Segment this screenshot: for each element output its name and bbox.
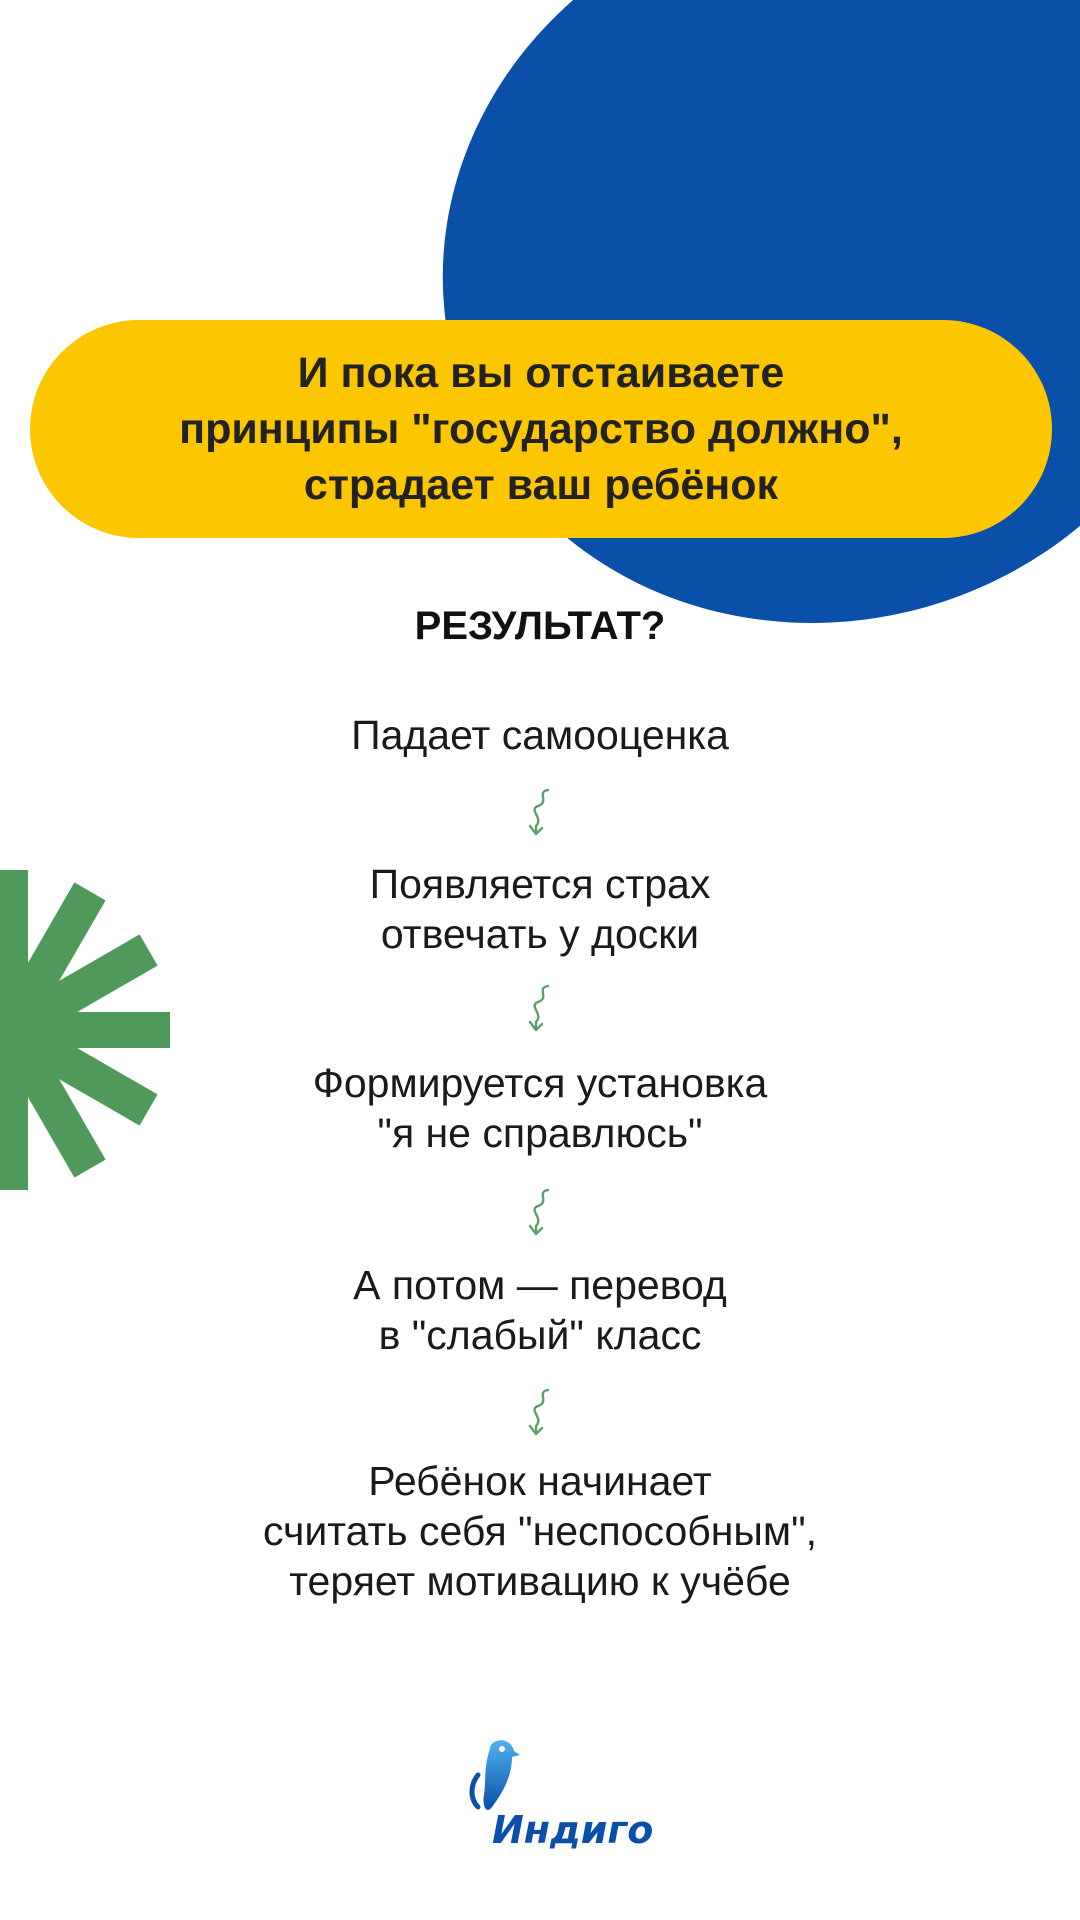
squiggle-arrow-down-icon xyxy=(522,982,558,1034)
step-line: А потом — перевод xyxy=(353,1262,727,1308)
headline-line: принципы "государство должно", xyxy=(179,405,903,453)
squiggle-arrow-down-icon xyxy=(522,1386,558,1438)
step-line: Ребёнок начинает xyxy=(368,1458,712,1504)
step-line: считать себя "неспособным", xyxy=(262,1508,818,1554)
step-1 xyxy=(0,710,1080,760)
headline-line: И пока вы отстаиваете xyxy=(297,349,785,397)
step-4 xyxy=(0,1260,1080,1360)
step-2 xyxy=(0,859,1080,959)
headline-line: страдает ваш ребёнок xyxy=(303,461,779,509)
step-line: Падает самооценка xyxy=(351,712,729,758)
squiggle-arrow-down-icon xyxy=(522,1186,558,1238)
step-line: в "слабый" класс xyxy=(378,1312,702,1358)
headline-banner xyxy=(30,320,1052,538)
result-title: РЕЗУЛЬТАТ? xyxy=(414,604,666,648)
step-line: отвечать у доски xyxy=(380,911,700,957)
step-3 xyxy=(0,1058,1080,1158)
squiggle-arrow-down-icon xyxy=(522,786,558,838)
step-line: "я не справлюсь" xyxy=(377,1110,703,1156)
headline-text xyxy=(179,345,903,513)
step-5 xyxy=(0,1456,1080,1606)
step-line: теряет мотивацию к учёбе xyxy=(289,1558,791,1604)
step-line: Появляется страх xyxy=(369,861,711,907)
logo-text: Индиго xyxy=(492,1808,654,1852)
step-line: Формируется установка xyxy=(312,1060,768,1106)
